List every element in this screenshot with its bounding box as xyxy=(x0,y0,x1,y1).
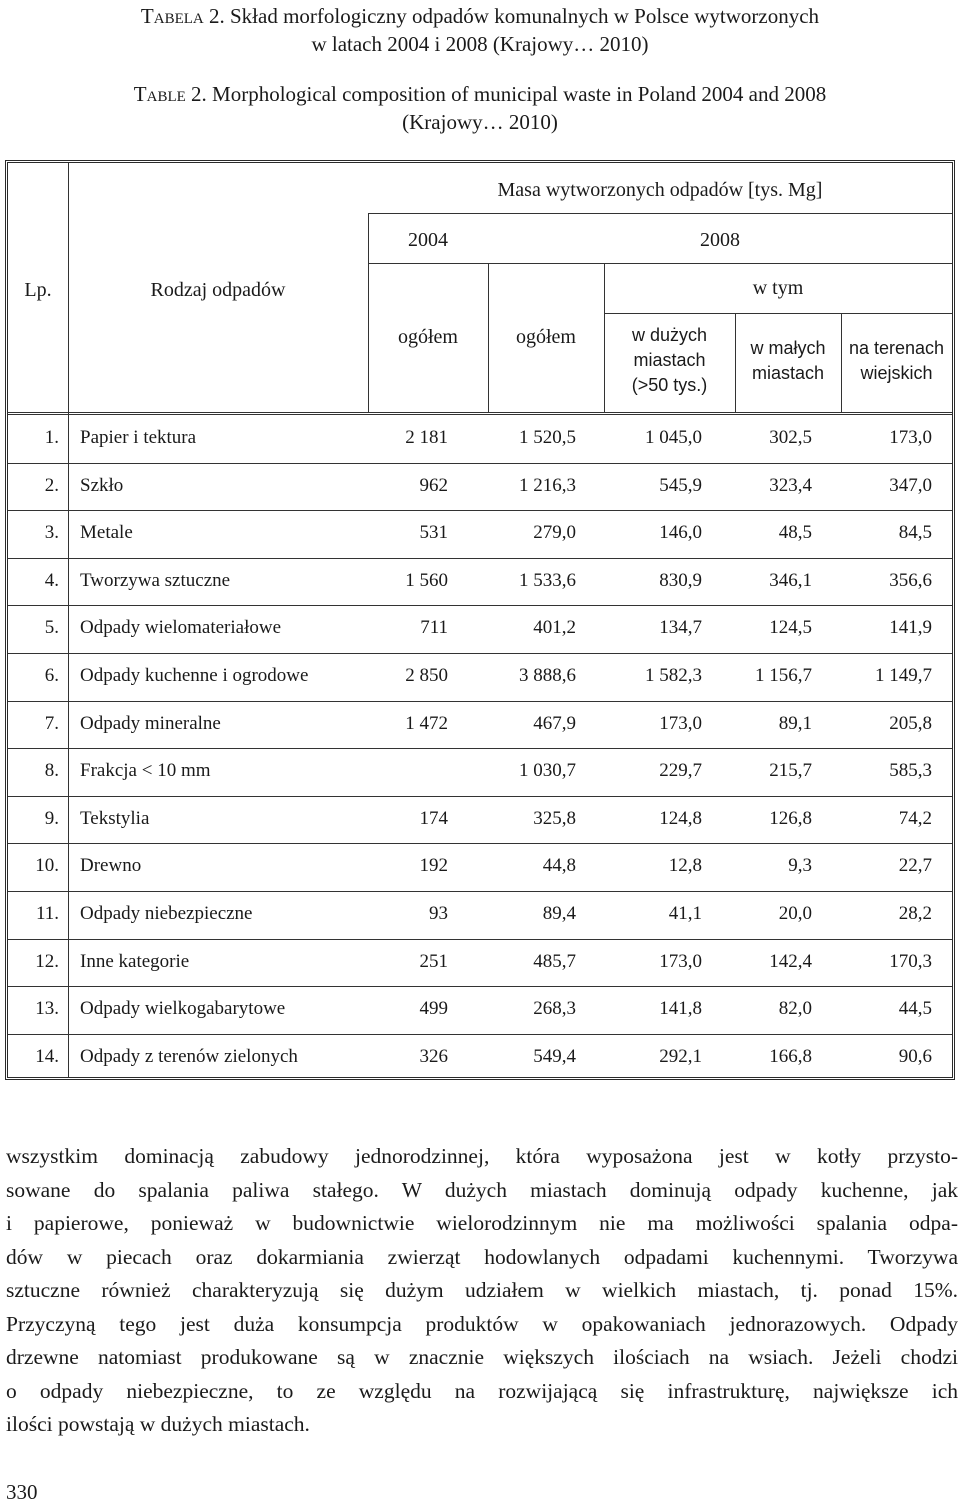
header-male-line2: miastach xyxy=(751,363,825,383)
header-male-line1: w małych xyxy=(750,338,826,358)
paragraph-line: ilości powstają w dużych miastach. xyxy=(6,1412,310,1436)
caption-pl xyxy=(0,2,960,58)
row-male-miasta: 215,7 xyxy=(769,760,812,782)
row-male-miasta: 323,4 xyxy=(769,474,812,496)
table-row xyxy=(8,986,952,1034)
header-wiej-line2: wiejskich xyxy=(860,363,933,383)
table-row xyxy=(8,605,952,653)
table-row xyxy=(8,510,952,558)
row-separator xyxy=(8,843,952,844)
paragraph-line: sowane do spalania paliwa stałego. W dużych miastach dominują odpady kuchenne, jak xyxy=(6,1177,958,1202)
paragraph-line: sztuczne również charakteryzują się dużym udziałem w wielkich miastach, tj. ponad 15%. xyxy=(6,1278,958,1302)
row-duze-miasta: 830,9 xyxy=(659,569,702,591)
row-tereny-wiejskie: 585,3 xyxy=(889,760,932,782)
row-2008: 485,7 xyxy=(533,950,576,972)
row-duze-miasta: 1 582,3 xyxy=(645,665,702,686)
row-lp: 9. xyxy=(44,807,59,829)
row-name: Odpady niebezpieczne xyxy=(80,903,253,924)
row-male-miasta: 9,3 xyxy=(788,855,812,877)
row-separator xyxy=(8,701,952,702)
paragraph-line: dów w piecach oraz dokarmiania zwierząt hodowlanych odpadami kuchennymi. Tworzywa xyxy=(6,1244,958,1269)
row-2008: 1 030,7 xyxy=(519,760,576,782)
header-rodzaj: Rodzaj odpadów xyxy=(150,279,286,301)
grid-line xyxy=(368,263,952,264)
row-lp: 11. xyxy=(35,903,59,924)
row-separator xyxy=(8,1034,952,1035)
table-row xyxy=(8,748,952,796)
row-lp: 13. xyxy=(35,998,59,1020)
row-2008: 401,2 xyxy=(533,617,576,639)
caption-pl-prefix: Tabela 2. xyxy=(140,4,225,28)
row-tereny-wiejskie: 28,2 xyxy=(898,903,932,924)
table-row xyxy=(8,463,952,511)
row-separator xyxy=(8,558,952,559)
row-2008: 1 216,3 xyxy=(519,474,576,496)
header-masa: Masa wytworzonych odpadów [tys. Mg] xyxy=(497,179,823,201)
row-lp: 4. xyxy=(44,569,59,591)
row-2004: 2 850 xyxy=(405,665,448,686)
row-tereny-wiejskie: 22,7 xyxy=(898,855,932,877)
row-name: Tworzywa sztuczne xyxy=(80,569,231,591)
row-lp: 12. xyxy=(35,950,59,972)
row-duze-miasta: 173,0 xyxy=(659,950,702,972)
row-lp: 8. xyxy=(44,760,59,782)
row-name: Metale xyxy=(80,522,133,544)
row-male-miasta: 142,4 xyxy=(769,950,812,972)
row-name: Odpady mineralne xyxy=(80,712,221,734)
row-tereny-wiejskie: 44,5 xyxy=(898,998,932,1020)
paragraph-line: i papierowe, ponieważ w budownictwie wielorodzinnym nie ma możliwości spalania odpa- xyxy=(6,1211,958,1235)
caption-en-prefix: Table 2. xyxy=(133,82,207,106)
paragraph-line: wszystkim dominacją zabudowy jednorodzinnej, która wyposażona jest w kotły przysto- xyxy=(6,1144,958,1168)
header-lp: Lp. xyxy=(24,279,52,301)
row-duze-miasta: 545,9 xyxy=(659,474,702,496)
row-male-miasta: 20,0 xyxy=(778,903,812,924)
row-2008: 89,4 xyxy=(542,903,576,924)
row-separator xyxy=(8,796,952,797)
row-duze-miasta: 124,8 xyxy=(659,807,702,829)
row-separator xyxy=(8,891,952,892)
row-duze-miasta: 173,0 xyxy=(659,712,702,734)
row-separator xyxy=(8,463,952,464)
row-separator xyxy=(8,986,952,987)
row-duze-miasta: 141,8 xyxy=(659,998,702,1020)
row-male-miasta: 126,8 xyxy=(769,807,812,829)
row-separator xyxy=(8,748,952,749)
row-tereny-wiejskie: 205,8 xyxy=(889,712,932,734)
row-2008: 325,8 xyxy=(533,807,576,829)
table-row xyxy=(8,1034,952,1082)
row-tereny-wiejskie: 347,0 xyxy=(889,474,932,496)
row-tereny-wiejskie: 356,6 xyxy=(889,569,932,591)
header-male-miasta xyxy=(735,336,841,386)
row-duze-miasta: 292,1 xyxy=(659,1045,702,1067)
table-row xyxy=(8,558,952,606)
row-2004: 251 xyxy=(419,950,448,972)
caption-pl-line2: w latach 2004 i 2008 (Krajowy… 2010) xyxy=(311,32,649,56)
row-male-miasta: 89,1 xyxy=(778,712,812,734)
table-row xyxy=(8,891,952,939)
header-duze-line1: w dużych xyxy=(631,325,708,345)
row-2004: 2 181 xyxy=(405,427,448,448)
row-duze-miasta: 41,1 xyxy=(668,903,702,924)
row-lp: 6. xyxy=(44,665,59,686)
row-lp: 7. xyxy=(44,712,59,734)
row-separator xyxy=(8,605,952,606)
caption-pl-line1: Skład morfologiczny odpadów komunalnych w Polsce wytworzonych xyxy=(230,4,820,28)
row-2008: 1 533,6 xyxy=(519,569,576,591)
row-2008: 1 520,5 xyxy=(519,427,576,448)
row-lp: 1. xyxy=(44,427,59,448)
row-2004: 1 560 xyxy=(405,569,448,591)
row-tereny-wiejskie: 1 149,7 xyxy=(875,665,932,686)
row-separator xyxy=(8,510,952,511)
grid-line xyxy=(368,213,952,214)
row-2008: 549,4 xyxy=(533,1045,576,1067)
table-row xyxy=(8,701,952,749)
row-male-miasta: 346,1 xyxy=(769,569,812,591)
row-male-miasta: 124,5 xyxy=(769,617,812,639)
row-2004: 531 xyxy=(419,522,448,544)
paragraph-line: drzewne natomiast produkowane są w znacznie większych ilościach na wsiach. Jeżeli chodzi xyxy=(6,1345,958,1369)
table-row xyxy=(8,796,952,844)
table-row xyxy=(8,415,952,463)
row-name: Papier i tektura xyxy=(80,427,197,448)
row-tereny-wiejskie: 90,6 xyxy=(898,1045,932,1067)
row-male-miasta: 82,0 xyxy=(778,998,812,1020)
row-duze-miasta: 146,0 xyxy=(659,522,702,544)
waste-table xyxy=(5,160,955,1080)
row-2004: 192 xyxy=(419,855,448,877)
row-name: Tekstylia xyxy=(80,807,150,829)
row-lp: 10. xyxy=(35,855,59,877)
header-tereny-wiejskie xyxy=(841,336,952,386)
header-2004: 2004 xyxy=(408,229,448,251)
row-name: Odpady wielomateriałowe xyxy=(80,617,282,639)
row-name: Odpady wielkogabarytowe xyxy=(80,998,286,1020)
row-male-miasta: 166,8 xyxy=(769,1045,812,1067)
header-ogolem-2004: ogółem xyxy=(398,326,458,348)
row-male-miasta: 1 156,7 xyxy=(755,665,812,686)
row-2004: 174 xyxy=(419,807,448,829)
caption-en-line2: (Krajowy… 2010) xyxy=(402,110,558,134)
row-lp: 2. xyxy=(44,474,59,496)
row-tereny-wiejskie: 84,5 xyxy=(898,522,932,544)
row-name: Odpady kuchenne i ogrodowe xyxy=(80,665,309,686)
row-name: Drewno xyxy=(80,855,142,877)
row-2008: 3 888,6 xyxy=(519,665,576,686)
row-duze-miasta: 134,7 xyxy=(659,617,702,639)
row-tereny-wiejskie: 141,9 xyxy=(889,617,932,639)
page-number: 330 xyxy=(6,1480,38,1504)
row-duze-miasta: 1 045,0 xyxy=(645,427,702,448)
grid-line xyxy=(604,313,952,314)
table-row xyxy=(8,843,952,891)
row-2004: 326 xyxy=(419,1045,448,1067)
row-duze-miasta: 229,7 xyxy=(659,760,702,782)
body-paragraph xyxy=(6,1140,958,1442)
row-tereny-wiejskie: 173,0 xyxy=(889,427,932,448)
row-2004: 1 472 xyxy=(405,712,448,734)
row-separator xyxy=(8,653,952,654)
header-wiej-line1: na terenach xyxy=(848,338,945,358)
header-duze-line2: miastach xyxy=(633,350,706,370)
row-lp: 14. xyxy=(35,1045,59,1067)
paragraph-line: o odpady niebezpieczne, to ze względu na rozwijającą się infrastrukturę, największe ich xyxy=(6,1378,958,1403)
row-2004: 93 xyxy=(429,903,448,924)
row-2004: 499 xyxy=(419,998,448,1020)
row-tereny-wiejskie: 170,3 xyxy=(889,950,932,972)
row-male-miasta: 48,5 xyxy=(778,522,812,544)
row-duze-miasta: 12,8 xyxy=(668,855,702,877)
header-w-tym: w tym xyxy=(752,277,804,299)
row-2008: 268,3 xyxy=(533,998,576,1020)
header-duze-miasta xyxy=(604,323,735,398)
header-ogolem-2008: ogółem xyxy=(516,326,576,348)
row-2008: 44,8 xyxy=(542,855,576,877)
table-row xyxy=(8,939,952,987)
row-lp: 3. xyxy=(44,522,59,544)
header-2008: 2008 xyxy=(700,229,740,251)
row-2004: 962 xyxy=(419,474,448,496)
row-name: Frakcja < 10 mm xyxy=(80,760,211,782)
row-name: Inne kategorie xyxy=(80,950,190,972)
row-name: Szkło xyxy=(80,474,124,496)
caption-en-line1: Morphological composition of municipal waste in Poland 2004 and 2008 xyxy=(212,82,827,106)
row-lp: 5. xyxy=(44,617,59,639)
row-2008: 467,9 xyxy=(533,712,576,734)
caption-en xyxy=(0,80,960,136)
row-name: Odpady z terenów zielonych xyxy=(80,1045,298,1067)
paragraph-line: Przyczyną tego jest duża konsumpcja produktów w opakowaniach jednorazowych. Odpady xyxy=(6,1311,958,1336)
row-separator xyxy=(8,939,952,940)
row-male-miasta: 302,5 xyxy=(769,427,812,448)
table-row xyxy=(8,653,952,701)
header-duze-line3: (>50 tys.) xyxy=(631,375,708,395)
row-2004: 711 xyxy=(420,617,448,639)
row-2008: 279,0 xyxy=(533,522,576,544)
row-tereny-wiejskie: 74,2 xyxy=(898,807,932,829)
